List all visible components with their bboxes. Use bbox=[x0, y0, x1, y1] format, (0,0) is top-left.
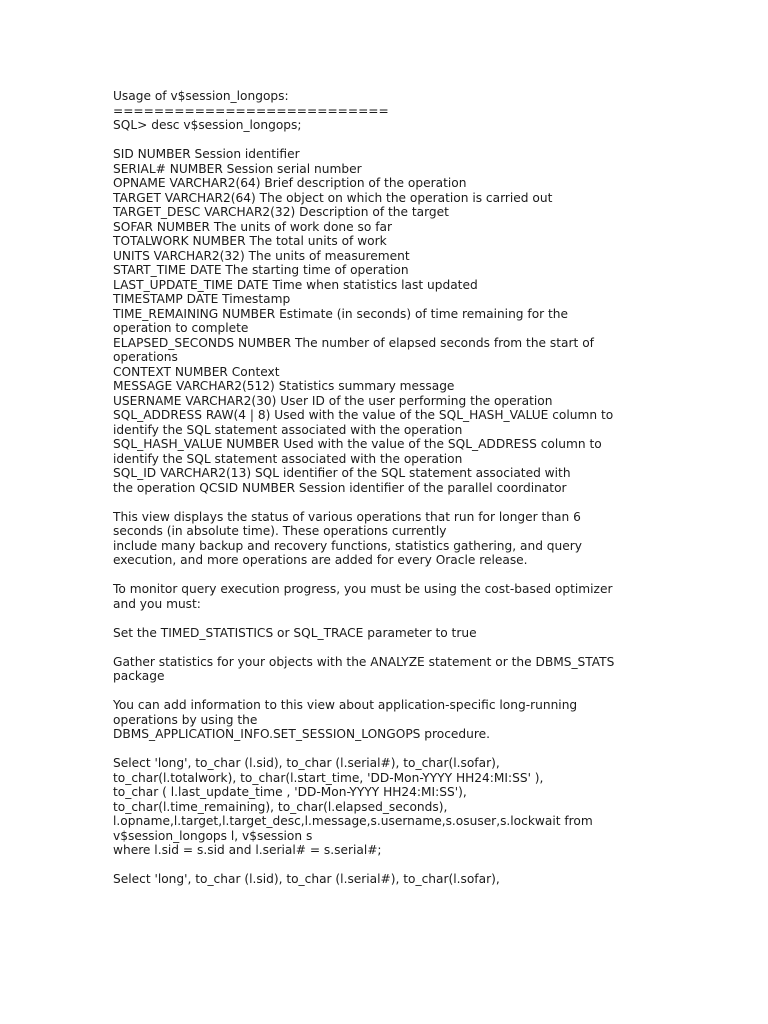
document-line: DBMS_APPLICATION_INFO.SET_SESSION_LONGOPS procedure. bbox=[113, 727, 491, 741]
document-line: SQL_HASH_VALUE NUMBER Used with the value of the SQL_ADDRESS column to bbox=[113, 437, 602, 451]
document-line bbox=[113, 495, 653, 510]
document-line: SQL_ID VARCHAR2(13) SQL identifier of the SQL statement associated with bbox=[113, 466, 571, 480]
document-line: to_char(l.time_remaining), to_char(l.elapsed_seconds), bbox=[113, 799, 448, 814]
document-line: LAST_UPDATE_TIME DATE Time when statistics last updated bbox=[113, 277, 478, 292]
document-line: operations by using the bbox=[113, 712, 258, 727]
document-line: include many backup and recovery functions, statistics gathering, and query bbox=[113, 538, 582, 553]
document-line bbox=[113, 858, 653, 873]
document-line: to_char ( l.last_update_time , 'DD-Mon-YYYY HH24:MI:SS'), bbox=[113, 785, 467, 799]
document-line: the operation QCSID NUMBER Session identifier of the parallel coordinator bbox=[113, 480, 567, 495]
document-line: SID NUMBER Session identifier bbox=[113, 147, 300, 161]
document-line: You can add information to this view about application-specific long-running bbox=[113, 698, 578, 712]
document-line: and you must: bbox=[113, 596, 201, 611]
document-line: UNITS VARCHAR2(32) The units of measurement bbox=[113, 248, 410, 263]
document-line: package bbox=[113, 669, 165, 683]
document-line: seconds (in absolute time). These operations currently bbox=[113, 524, 447, 538]
document-line: Set the TIMED_STATISTICS or SQL_TRACE parameter to true bbox=[113, 625, 477, 640]
document-line: Select 'long', to_char (l.sid), to_char (l.serial#), to_char(l.sofar), bbox=[113, 756, 500, 770]
document-line: ELAPSED_SECONDS NUMBER The number of elapsed seconds from the start of bbox=[113, 335, 594, 350]
document-line: Gather statistics for your objects with the ANALYZE statement or the DBMS_STATS bbox=[113, 654, 615, 669]
document-line: =========================== bbox=[113, 103, 389, 118]
document-line bbox=[113, 133, 653, 148]
document-line: MESSAGE VARCHAR2(512) Statistics summary message bbox=[113, 379, 455, 393]
document-line: TOTALWORK NUMBER The total units of work bbox=[113, 234, 387, 248]
document-line: to_char(l.totalwork), to_char(l.start_time, 'DD-Mon-YYYY HH24:MI:SS' ), bbox=[113, 770, 544, 785]
document-line: Select 'long', to_char (l.sid), to_char (l.serial#), to_char(l.sofar), bbox=[113, 872, 500, 886]
document-line bbox=[113, 611, 653, 626]
document-line: v$session_longops l, v$session s bbox=[113, 828, 313, 843]
document-line: TIME_REMAINING NUMBER Estimate (in seconds) of time remaining for the bbox=[113, 306, 569, 321]
document-line: To monitor query execution progress, you must be using the cost-based optimizer bbox=[113, 582, 613, 596]
document-body bbox=[113, 89, 653, 887]
document-line bbox=[113, 640, 653, 655]
document-line: execution, and more operations are added for every Oracle release. bbox=[113, 553, 528, 567]
document-line: This view displays the status of various operations that run for longer than 6 bbox=[113, 509, 581, 524]
document-line: OPNAME VARCHAR2(64) Brief description of the operation bbox=[113, 176, 467, 190]
document-line: Usage of v$session_longops: bbox=[113, 89, 289, 103]
document-line: SQL_ADDRESS RAW(4 | 8) Used with the value of the SQL_HASH_VALUE column to bbox=[113, 408, 614, 422]
document-line: l.opname,l.target,l.target_desc,l.message,s.username,s.osuser,s.lockwait from bbox=[113, 814, 593, 828]
document-line: SOFAR NUMBER The units of work done so far bbox=[113, 219, 392, 234]
document-line bbox=[113, 684, 653, 699]
document-line: SQL> desc v$session_longops; bbox=[113, 118, 302, 132]
document-line: operation to complete bbox=[113, 321, 249, 335]
document-line: TARGET VARCHAR2(64) The object on which the operation is carried out bbox=[113, 190, 553, 205]
document-line: START_TIME DATE The starting time of operation bbox=[113, 263, 409, 277]
document-line: TARGET_DESC VARCHAR2(32) Description of the target bbox=[113, 205, 449, 219]
document-line: CONTEXT NUMBER Context bbox=[113, 364, 280, 379]
document-line bbox=[113, 742, 653, 757]
document-line: SERIAL# NUMBER Session serial number bbox=[113, 161, 362, 176]
document-line: TIMESTAMP DATE Timestamp bbox=[113, 292, 291, 306]
document-line: operations bbox=[113, 350, 178, 364]
document-line: identify the SQL statement associated with the operation bbox=[113, 451, 463, 466]
document-line: USERNAME VARCHAR2(30) User ID of the user performing the operation bbox=[113, 393, 553, 408]
document-line: identify the SQL statement associated with the operation bbox=[113, 422, 463, 437]
document-line bbox=[113, 568, 653, 583]
document-line: where l.sid = s.sid and l.serial# = s.serial#; bbox=[113, 843, 382, 857]
